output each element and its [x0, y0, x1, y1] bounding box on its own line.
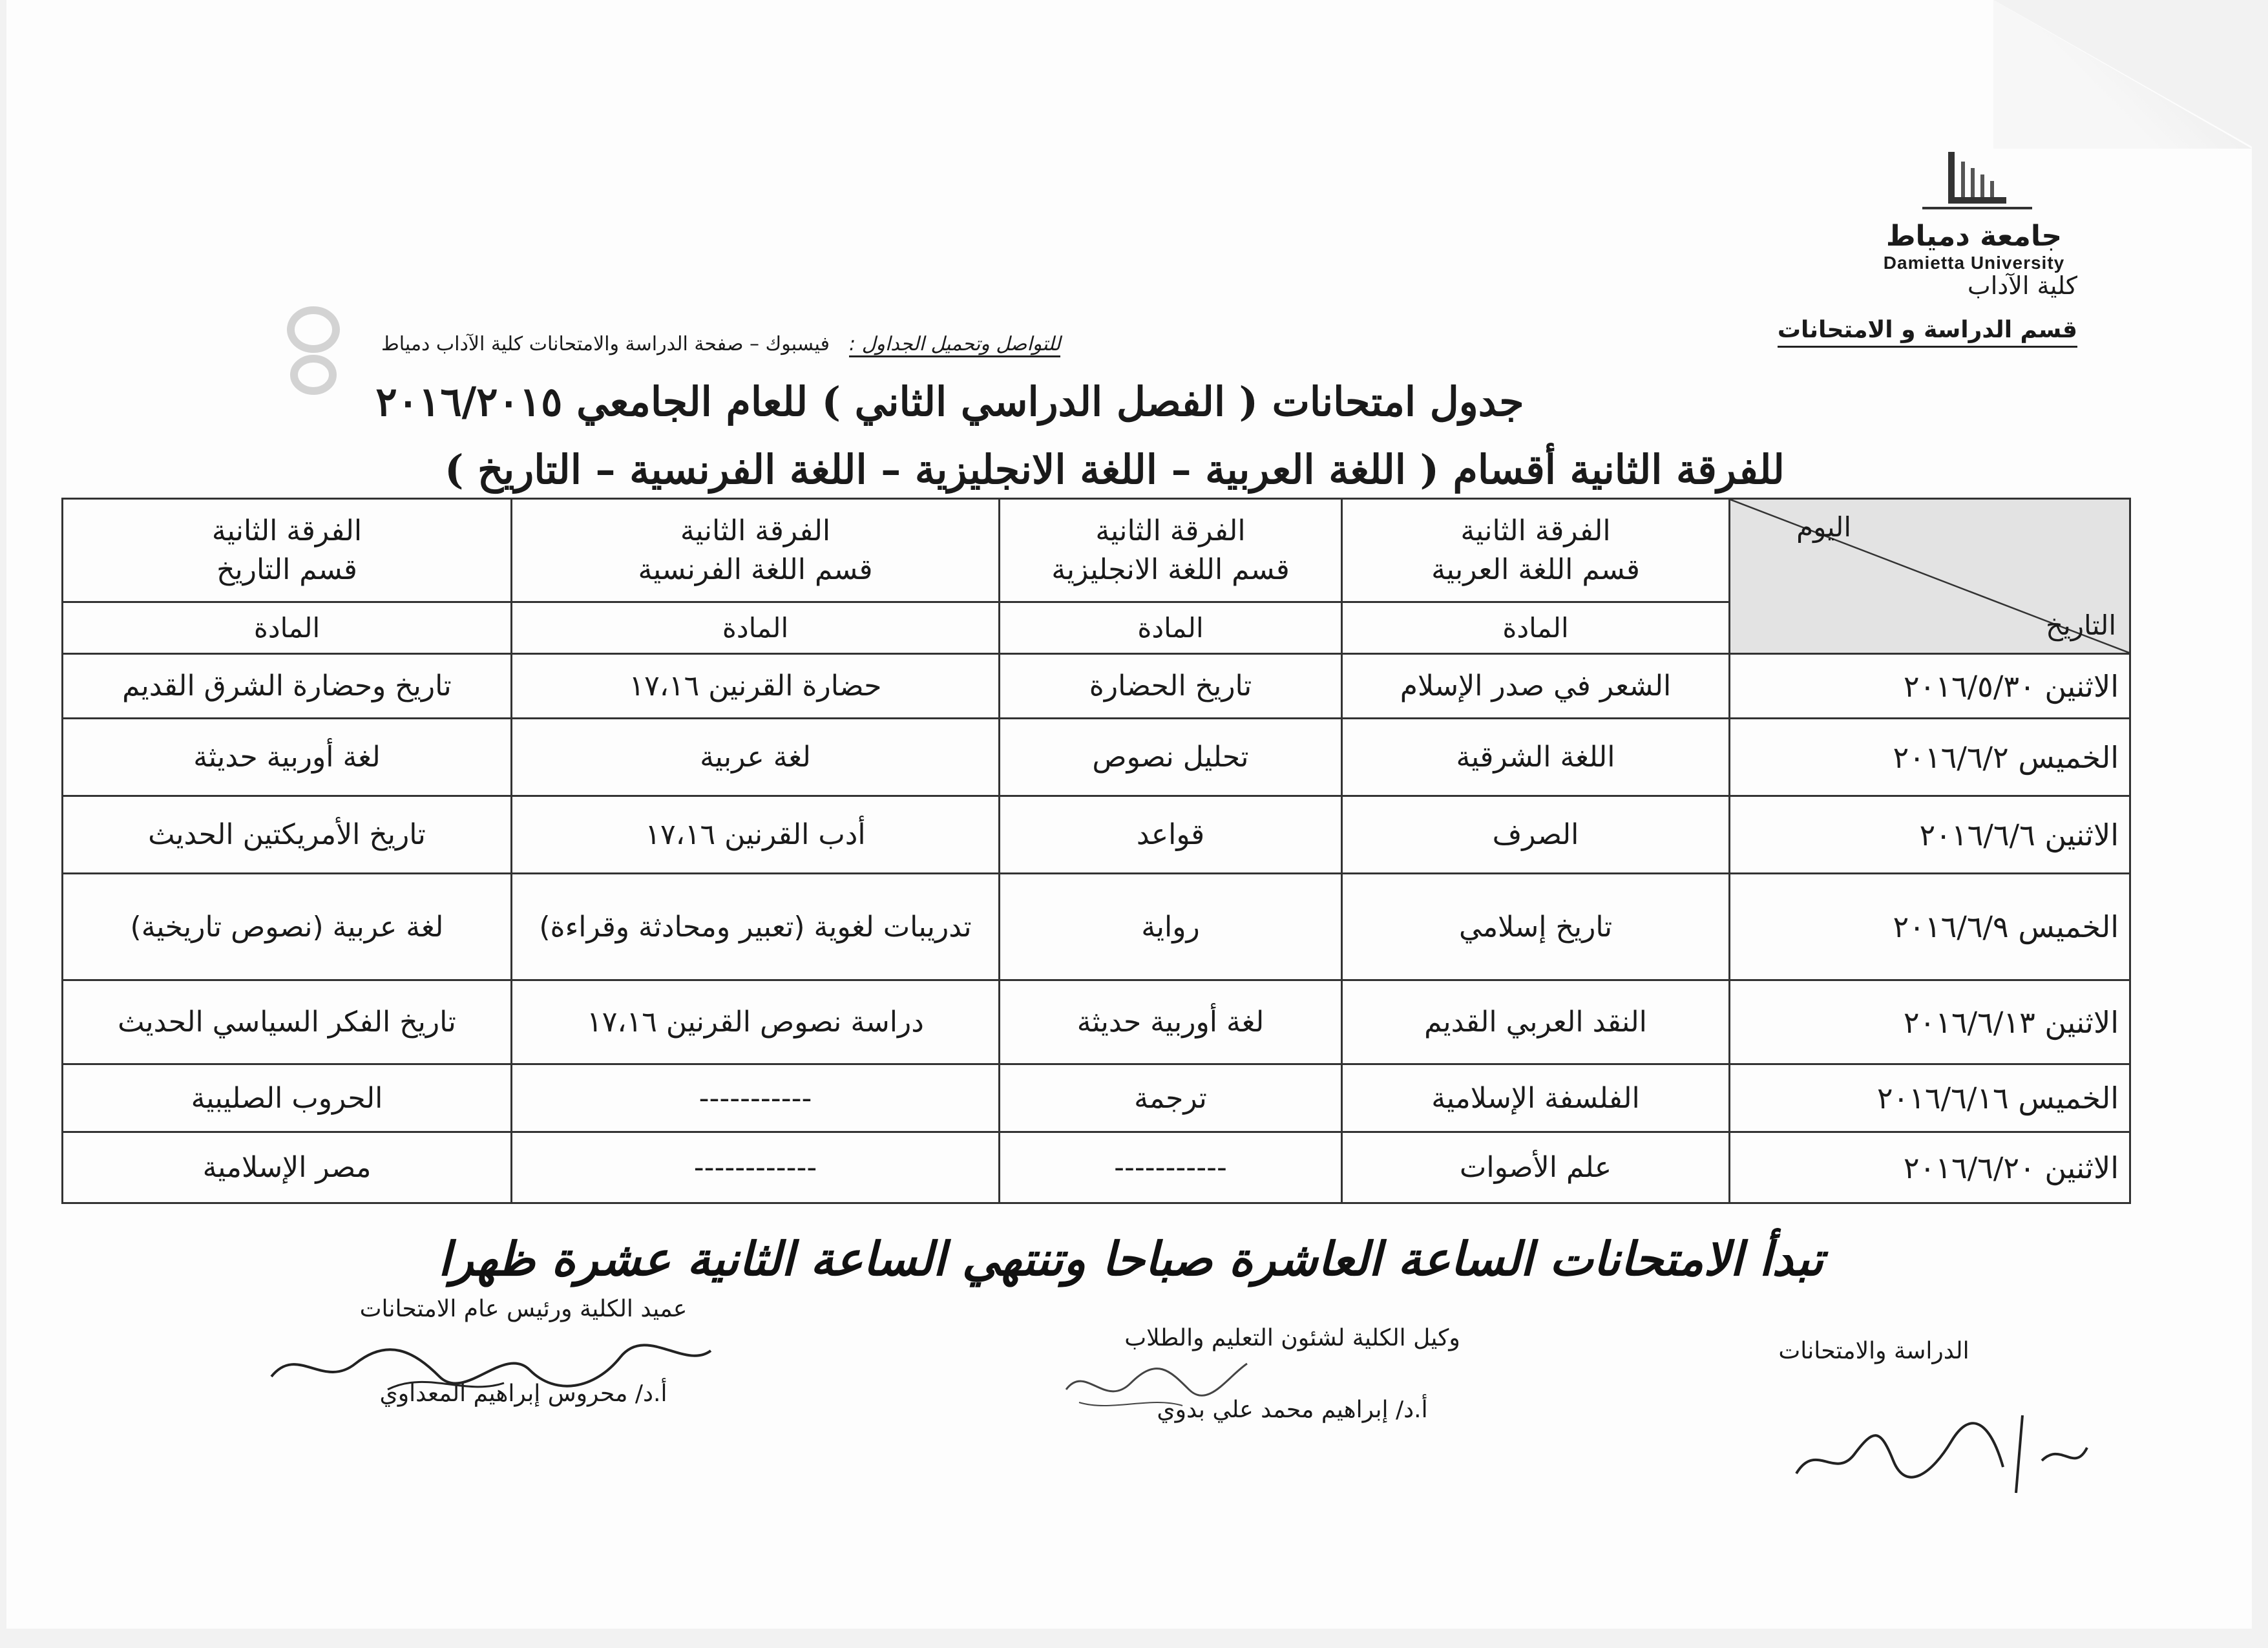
subject-cell: تدريبات لغوية (تعبير ومحادثة وقراءة)	[512, 874, 1000, 980]
subject-cell: قواعد	[1000, 796, 1342, 874]
signature-role: وكيل الكلية لشئون التعليم والطلاب	[1124, 1325, 1460, 1351]
university-name-en: Damietta University	[1883, 253, 2065, 273]
subject-cell: لغة أوربية حديثة	[63, 719, 512, 796]
column-year: الفرقة الثانية	[211, 514, 362, 548]
date-cell: الاثنين ٢٠١٦/٦/١٣	[1730, 980, 2130, 1064]
column-year: الفرقة الثانية	[1460, 514, 1611, 548]
column-header	[63, 499, 512, 602]
subject-header: المادة	[1342, 602, 1730, 654]
exam-hours-banner: تبدأ الامتحانات الساعة العاشرة صباحا وتنتهي الساعة الثانية عشرة ظهرا	[438, 1231, 1823, 1286]
subject-cell: دراسة نصوص القرنين ١٧،١٦	[512, 980, 1000, 1064]
contact-text: فيسبوك – صفحة الدراسة والامتحانات كلية الآداب دمياط	[381, 333, 830, 355]
corner-day-label: اليوم	[1796, 511, 1851, 543]
column-dept: قسم اللغة العربية	[1431, 553, 1640, 586]
subject-cell: مصر الإسلامية	[63, 1132, 512, 1203]
date-cell: الخميس ٢٠١٦/٦/٩	[1730, 874, 2130, 980]
department-name: قسم الدراسة و الامتحانات	[1778, 317, 2077, 348]
column-year: الفرقة الثانية	[1095, 514, 1246, 548]
table-row	[63, 980, 2130, 1064]
signature-name: أ.د/ إبراهيم محمد علي بدوي	[1157, 1397, 1428, 1423]
table-row	[63, 1064, 2130, 1132]
subject-cell: الحروب الصليبية	[63, 1064, 512, 1132]
contact-line	[381, 333, 1060, 357]
column-header	[1000, 499, 1342, 602]
column-header	[1342, 499, 1730, 602]
column-dept: قسم اللغة الفرنسية	[638, 553, 873, 586]
university-logo	[1864, 149, 2084, 273]
signature-role: الدراسة والامتحانات	[1778, 1338, 1969, 1364]
subject-cell: تحليل نصوص	[1000, 719, 1342, 796]
subject-cell: حضارة القرنين ١٧،١٦	[512, 654, 1000, 719]
university-name-ar: جامعة دمياط	[1885, 220, 2063, 253]
subject-cell: ترجمة	[1000, 1064, 1342, 1132]
handwritten-signature-icon	[258, 1331, 724, 1402]
subject-cell: علم الأصوات	[1342, 1132, 1730, 1203]
signature-role: عميد الكلية ورئيس عام الامتحانات	[359, 1296, 688, 1322]
subject-cell: -----------	[512, 1064, 1000, 1132]
subject-cell: أدب القرنين ١٧،١٦	[512, 796, 1000, 874]
signature-name: أ.د/ محروس إبراهيم المعداوي	[379, 1380, 667, 1407]
column-year: الفرقة الثانية	[680, 514, 831, 548]
subject-cell: اللغة الشرقية	[1342, 719, 1730, 796]
folded-corner	[1993, 0, 2252, 149]
contact-label: للتواصل وتحميل الجداول :	[849, 333, 1060, 357]
subject-cell: لغة عربية (نصوص تاريخية)	[63, 874, 512, 980]
table-row	[63, 1132, 2130, 1203]
handwritten-signature-icon	[1783, 1402, 2094, 1499]
subject-cell: النقد العربي القديم	[1342, 980, 1730, 1064]
subject-cell: ------------	[512, 1132, 1000, 1203]
subject-cell: رواية	[1000, 874, 1342, 980]
subject-cell: لغة عربية	[512, 719, 1000, 796]
page-subtitle: للفرقة الثانية أقسام ( اللغة العربية – اللغة الانجليزية – اللغة الفرنسية – التاريخ )	[445, 446, 1785, 493]
subject-header: المادة	[63, 602, 512, 654]
date-cell: الاثنين ٢٠١٦/٦/٦	[1730, 796, 2130, 874]
column-dept: قسم اللغة الانجليزية	[1051, 553, 1290, 586]
subject-header: المادة	[1000, 602, 1342, 654]
subject-cell: لغة أوربية حديثة	[1000, 980, 1342, 1064]
exam-schedule-table	[61, 498, 2131, 1204]
subject-cell: الشعر في صدر الإسلام	[1342, 654, 1730, 719]
subject-cell: تاريخ الحضارة	[1000, 654, 1342, 719]
handwritten-signature-icon	[1060, 1351, 1254, 1415]
subject-cell: الصرف	[1342, 796, 1730, 874]
faculty-name: كلية الآداب	[1967, 271, 2077, 300]
subject-cell: الفلسفة الإسلامية	[1342, 1064, 1730, 1132]
subject-cell: تاريخ الأمريكتين الحديث	[63, 796, 512, 874]
column-dept: قسم التاريخ	[216, 553, 357, 586]
table-row	[63, 719, 2130, 796]
subject-cell: تاريخ وحضارة الشرق القديم	[63, 654, 512, 719]
date-cell: الاثنين ٢٠١٦/٥/٣٠	[1730, 654, 2130, 719]
corner-date-label: التاريخ	[2045, 609, 2116, 641]
subject-header: المادة	[512, 602, 1000, 654]
university-emblem-icon	[1909, 149, 2039, 220]
subject-cell: -----------	[1000, 1132, 1342, 1203]
date-cell: الاثنين ٢٠١٦/٦/٢٠	[1730, 1132, 2130, 1203]
date-cell: الخميس ٢٠١٦/٦/١٦	[1730, 1064, 2130, 1132]
subject-cell: تاريخ إسلامي	[1342, 874, 1730, 980]
table-row	[63, 796, 2130, 874]
table-row	[63, 874, 2130, 980]
table-row	[63, 654, 2130, 719]
subject-cell: تاريخ الفكر السياسي الحديث	[63, 980, 512, 1064]
date-cell: الخميس ٢٠١٦/٦/٢	[1730, 719, 2130, 796]
column-header	[512, 499, 1000, 602]
table-corner-header	[1730, 499, 2130, 654]
page-title: جدول امتحانات ( الفصل الدراسي الثاني ) للعام الجامعي ٢٠١٦/٢٠١٥	[375, 378, 1524, 425]
